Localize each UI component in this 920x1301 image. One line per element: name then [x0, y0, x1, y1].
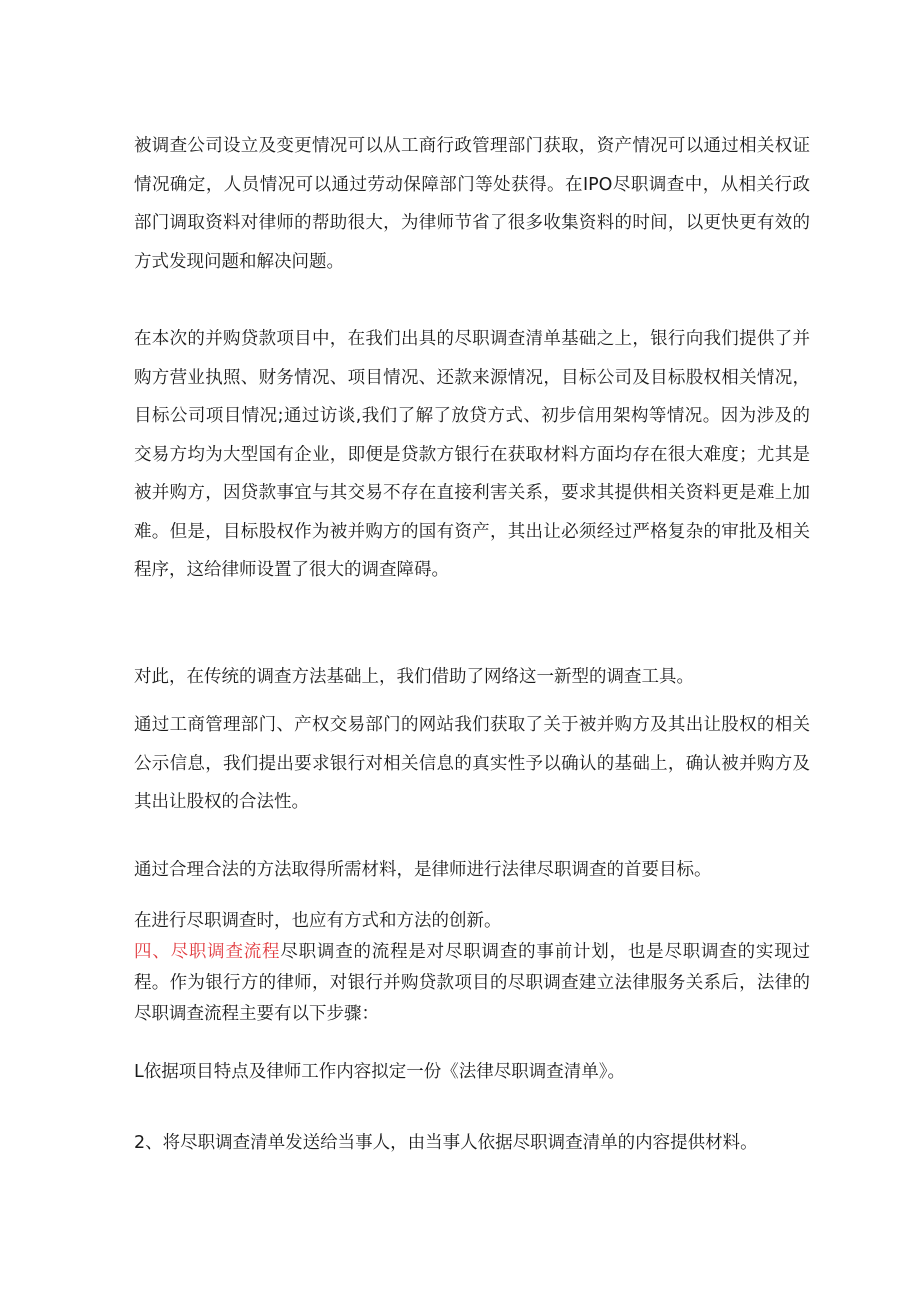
- paragraph-public-information: 通过工商管理部门、产权交易部门的网站我们获取了关于被并购方及其出让股权的相关公示信息，我们提出要求银行对相关信息的真实性予以确认的基础上，确认被并购方及其出让股权的合法性。: [134, 715, 810, 812]
- paragraph-primary-goal: 通过合理合法的方法取得所需材料，是律师进行法律尽职调查的首要目标。: [134, 860, 712, 880]
- paragraph-merger-loan-project: 在本次的并购贷款项目中，在我们出具的尽职调查清单基础之上，银行向我们提供了并购方营业执照、财务情况、项目情况、还款来源情况，目标公司及目标股权相关情况，目标公司项目情况;通过访谈,我们了解了放贷方式、初步信用架构等情况。因为涉及的交易方均为大型国有企业，即便是贷款方银行在获取材料方面均存在很大难度；尤其是被并购方，因贷款事宜与其交易不存在直接利害关系，要求其提供相关资料更是难上加难。但是，目标股权作为被并购方的国有资产，其出让必须经过严格复杂的审批及相关程序，这给律师设置了很大的调查障碍。: [134, 329, 810, 580]
- paragraph-innovation: 在进行尽职调查时，也应有方式和方法的创新。: [134, 911, 502, 931]
- section-heading: 四、尽职调查流程: [134, 942, 281, 962]
- step-item-1: L依据项目特点及律师工作内容拟定一份《法律尽职调查清单》。: [134, 1062, 625, 1082]
- paragraph-company-info-sources: 被调查公司设立及变更情况可以从工商行政管理部门获取，资产情况可以通过相关权证情况确定，人员情况可以通过劳动保障部门等处获得。在IPO尽职调查中，从相关行政部门调取资料对律师的帮助很大，为律师节省了很多收集资料的时间，以更快更有效的方式发现问题和解决问题。: [134, 136, 810, 272]
- section-body: 尽职调查的流程是对尽职调查的事前计划，也是尽职调查的实现过程。作为银行方的律师，对银行并购贷款项目的尽职调查建立法律服务关系后，法律的尽职调查流程主要有以下步骤：: [134, 942, 811, 1024]
- step-item-2: 2、将尽职调查清单发送给当事人，由当事人依据尽职调查清单的内容提供材料。: [134, 1133, 758, 1153]
- paragraph-network-tool: 对此，在传统的调查方法基础上，我们借助了网络这一新型的调查工具。: [134, 667, 694, 687]
- section-due-diligence-process: [134, 937, 810, 1030]
